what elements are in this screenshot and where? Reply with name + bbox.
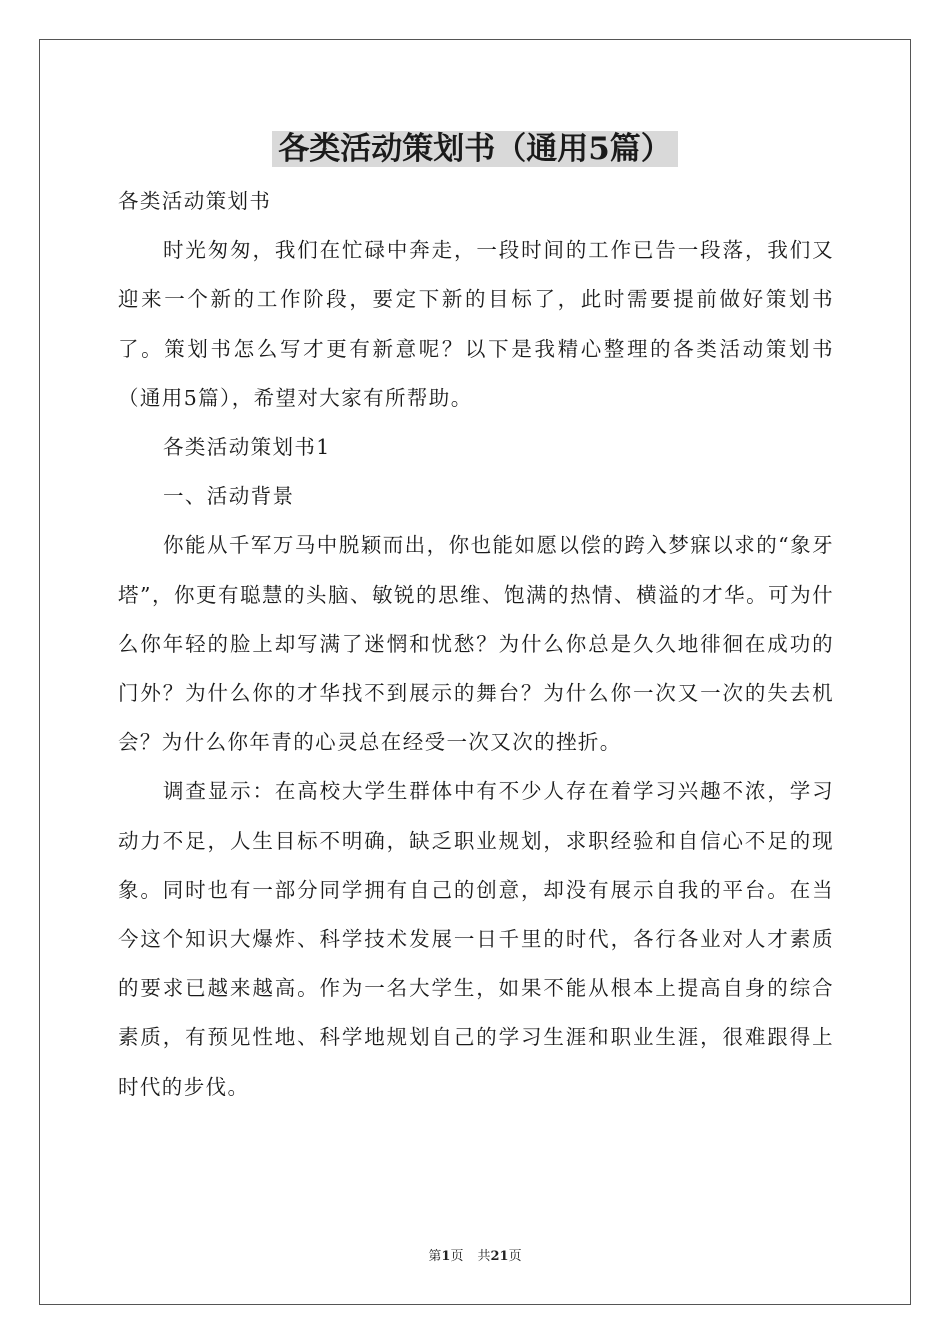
page-label-prefix: 第 bbox=[428, 1249, 442, 1264]
subsection-heading: 一、活动背景 bbox=[163, 484, 295, 509]
page-footer bbox=[0, 1248, 950, 1266]
total-page-count: 21 bbox=[490, 1249, 509, 1264]
document-title-text: 各类活动策划书（通用5篇） bbox=[272, 131, 678, 167]
section-heading: 各类活动策划书1 bbox=[163, 435, 331, 460]
total-label-suffix: 页 bbox=[508, 1249, 522, 1264]
page-label-suffix: 页 bbox=[450, 1249, 464, 1264]
body-paragraph: 你能从千军万马中脱颖而出，你也能如愿以偿的跨入梦寐以求的“象牙塔”，你更有聪慧的头脑、敏锐的思维、饱满的热情、横溢的才华。可为什么你年轻的脸上却写满了迷惘和忧愁？为什么你总是久久地徘徊在成功的门外？为什么你的才华找不到展示的舞台？为什么你一次又一次的失去机会？为什么你年青的心灵总在经受一次又次的挫折。 bbox=[118, 533, 834, 755]
body-paragraph: 调查显示：在高校大学生群体中有不少人存在着学习兴趣不浓，学习动力不足，人生目标不明确，缺乏职业规划，求职经验和自信心不足的现象。同时也有一部分同学拥有自己的创意，却没有展示自我的平台。在当今这个知识大爆炸、科学技术发展一日千里的时代，各行各业对人才素质的要求已越来越高。作为一名大学生，如果不能从根本上提高自身的综合素质，有预见性地、科学地规划自己的学习生涯和职业生涯，很难跟得上时代的步伐。 bbox=[118, 779, 834, 1099]
document-title bbox=[0, 127, 950, 171]
intro-paragraph: 时光匆匆，我们在忙碌中奔走，一段时间的工作已告一段落，我们又迎来一个新的工作阶段，要定下新的目标了，此时需要提前做好策划书了。策划书怎么写才更有新意呢？以下是我精心整理的各类活动策划书（通用5篇），希望对大家有所帮助。 bbox=[118, 238, 834, 410]
document-body bbox=[118, 177, 834, 1112]
total-label-prefix: 共 bbox=[477, 1249, 491, 1264]
current-page-number: 1 bbox=[441, 1249, 451, 1264]
document-subtitle: 各类活动策划书 bbox=[118, 189, 272, 213]
